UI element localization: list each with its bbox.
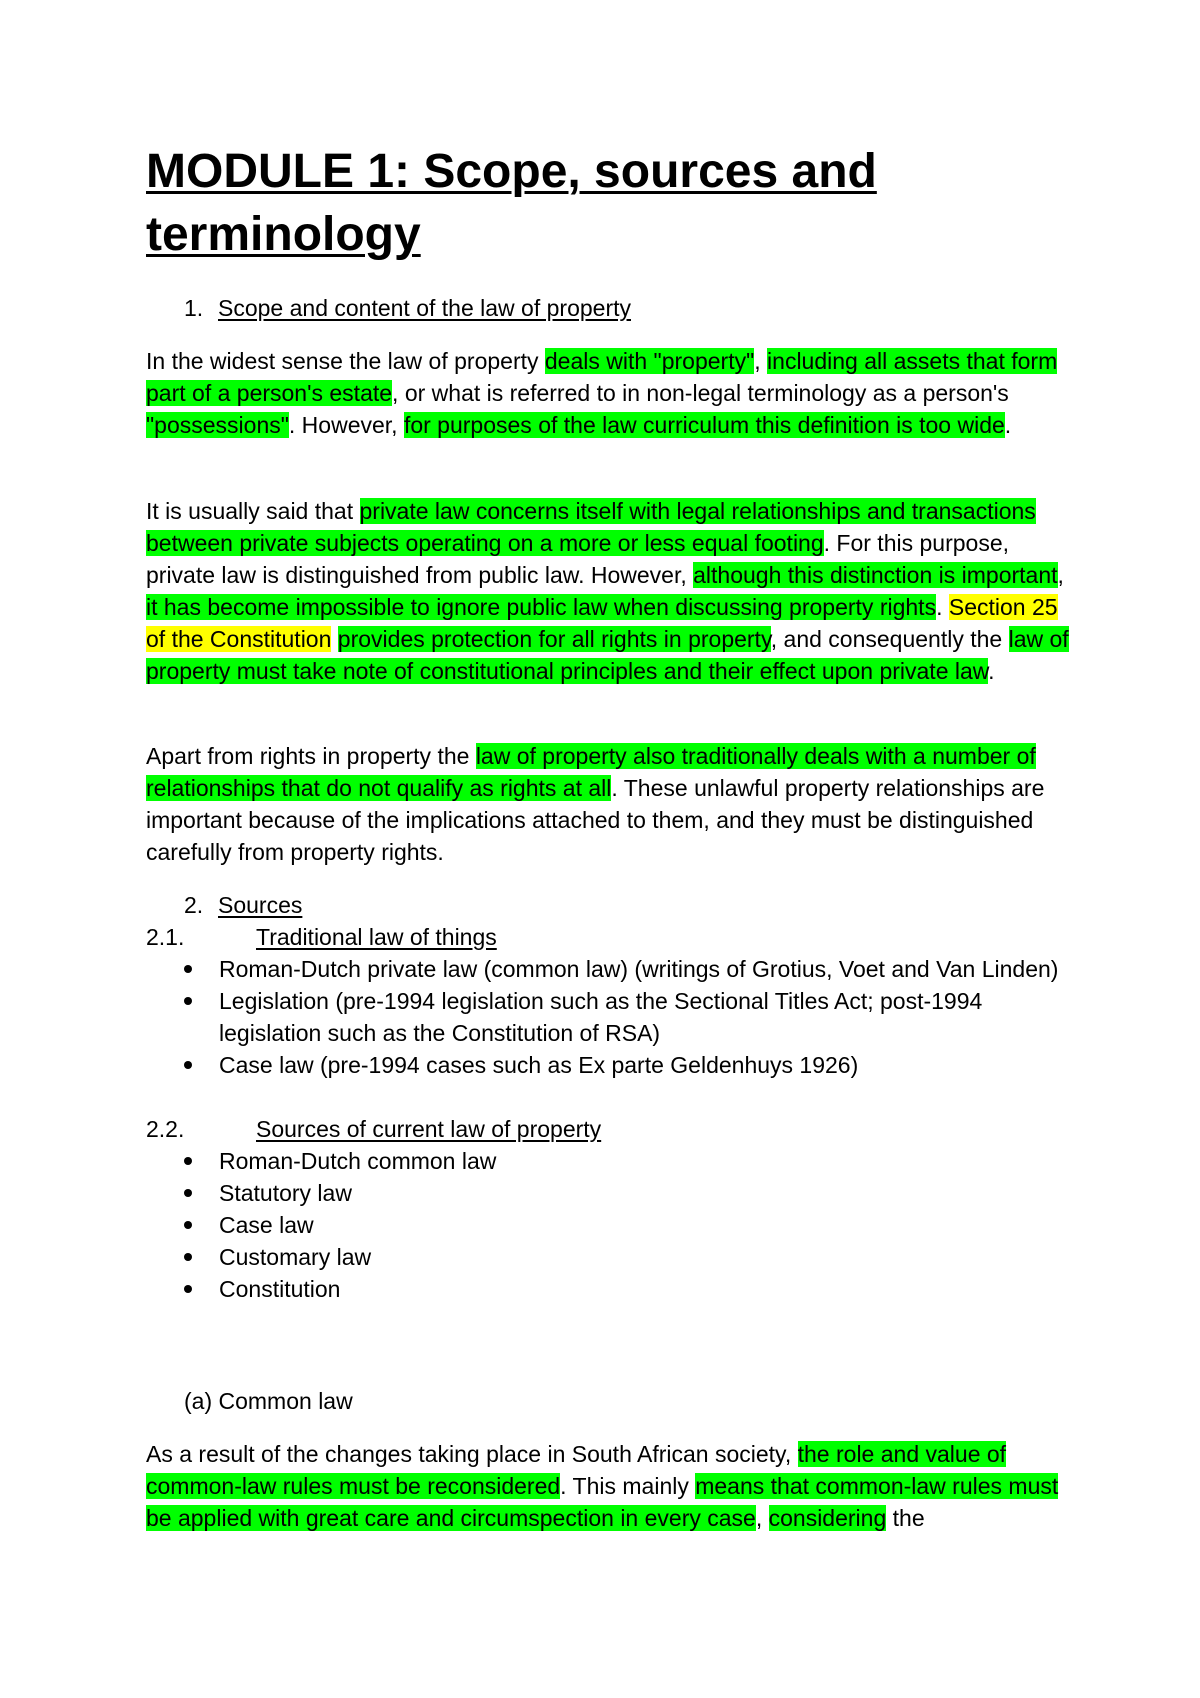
text-run: the bbox=[886, 1505, 925, 1531]
bullet-icon bbox=[184, 1221, 192, 1229]
list-item bbox=[146, 1241, 1076, 1273]
text-run bbox=[331, 626, 337, 652]
list-item-text: Legislation (pre-1994 legislation such as the Sectional Titles Act; post-1994 legislation such as the Constitution of RSA) bbox=[219, 988, 983, 1046]
highlighted-text: including all assets that form part of a person's estate bbox=[146, 348, 1058, 406]
section-heading-sources bbox=[184, 889, 302, 921]
list-item bbox=[146, 953, 1076, 985]
subsection-heading-current bbox=[146, 1113, 601, 1145]
section-number: 2. bbox=[184, 892, 204, 918]
bullet-list-traditional-sources bbox=[146, 953, 1076, 1081]
list-item-text: Statutory law bbox=[219, 1180, 352, 1206]
text-run: , or what is referred to in non-legal terminology as a person's bbox=[392, 380, 1009, 406]
highlighted-text: means that common-law rules must be applied with great care and circumspection in every case bbox=[146, 1473, 1059, 1531]
highlighted-text: law of property must take note of constitutional principles and their effect upon private law bbox=[146, 626, 1069, 684]
list-item-text: Case law (pre-1994 cases such as Ex parte Geldenhuys 1926) bbox=[219, 1052, 859, 1078]
list-item-text: Customary law bbox=[219, 1244, 372, 1270]
list-item bbox=[146, 1209, 1076, 1241]
highlighted-text: private law concerns itself with legal relationships and transactions between private subjects operating on a more or less equal footing bbox=[146, 498, 1036, 556]
text-run: , bbox=[1057, 562, 1064, 588]
highlighted-text: deals with "property" bbox=[544, 348, 755, 374]
text-run: , bbox=[754, 348, 768, 374]
list-item-text: Roman-Dutch private law (common law) (writings of Grotius, Voet and Van Linden) bbox=[219, 956, 1059, 982]
paragraph-unlawful-relationships bbox=[146, 740, 1076, 868]
list-item-text: Constitution bbox=[219, 1276, 341, 1302]
page-title: MODULE 1: Scope, sources and terminology bbox=[146, 145, 877, 261]
list-item-text: Roman-Dutch common law bbox=[219, 1148, 497, 1174]
highlighted-text: the role and value of common-law rules must be reconsidered bbox=[146, 1441, 1007, 1499]
text-run: . However, bbox=[288, 412, 404, 438]
highlighted-text: provides protection for all rights in property bbox=[337, 626, 771, 652]
subheading-common-law: (a) Common law bbox=[184, 1388, 353, 1414]
bullet-icon bbox=[184, 1253, 192, 1261]
text-run: In the widest sense the law of property bbox=[146, 348, 545, 374]
bullet-icon bbox=[184, 1189, 192, 1197]
paragraph-scope-definition bbox=[146, 345, 1076, 441]
list-item bbox=[146, 985, 1076, 1049]
text-run: . This mainly bbox=[560, 1473, 696, 1499]
bullet-icon bbox=[184, 1285, 192, 1293]
text-run: . bbox=[1004, 412, 1012, 438]
bullet-icon bbox=[184, 965, 192, 973]
text-run: . For this purpose, private law is distinguished from public law. However, bbox=[146, 530, 1009, 588]
text-run: It is usually said that bbox=[146, 498, 360, 524]
subsection-label: Traditional law of things bbox=[256, 924, 497, 950]
paragraph-private-law bbox=[146, 495, 1076, 687]
list-item bbox=[146, 1273, 1076, 1305]
section-number: 1. bbox=[184, 295, 204, 321]
highlighted-text: it has become impossible to ignore public law when discussing property rights bbox=[146, 594, 937, 620]
list-item bbox=[146, 1145, 1076, 1177]
bullet-icon bbox=[184, 1157, 192, 1165]
text-run: . bbox=[936, 594, 949, 620]
text-run: , bbox=[755, 1505, 769, 1531]
text-run: Apart from rights in property the bbox=[146, 743, 476, 769]
subsection-heading-traditional bbox=[146, 921, 497, 953]
bullet-icon bbox=[184, 997, 192, 1005]
section-label: Sources bbox=[218, 892, 303, 918]
paragraph-common-law bbox=[146, 1438, 1076, 1534]
highlighted-text: although this distinction is important bbox=[693, 562, 1058, 588]
highlighted-text-yellow: Section 25 of the Constitution bbox=[146, 594, 1058, 652]
highlighted-text: law of property also traditionally deals with a number of relationships that do not qualify as rights at all bbox=[146, 743, 1036, 801]
list-item bbox=[146, 1177, 1076, 1209]
list-item-text: Case law bbox=[219, 1212, 314, 1238]
section-label: Scope and content of the law of property bbox=[218, 295, 631, 321]
section-heading-scope bbox=[184, 292, 631, 324]
text-run: . These unlawful property relationships are important because of the implications attached to them, and they must be distinguished carefully from property rights. bbox=[146, 775, 1045, 865]
text-run: As a result of the changes taking place in South African society, bbox=[146, 1441, 798, 1467]
bullet-list-current-sources bbox=[146, 1145, 1076, 1305]
text-run: , and consequently the bbox=[770, 626, 1009, 652]
text-run: . bbox=[988, 658, 995, 684]
bullet-icon bbox=[184, 1061, 192, 1069]
highlighted-text: "possessions" bbox=[146, 412, 289, 438]
list-item bbox=[146, 1049, 1076, 1081]
highlighted-text: for purposes of the law curriculum this definition is too wide bbox=[403, 412, 1005, 438]
subsection-number: 2.1. bbox=[146, 924, 185, 950]
subsection-number: 2.2. bbox=[146, 1116, 185, 1142]
subsection-label: Sources of current law of property bbox=[256, 1116, 602, 1142]
highlighted-text: considering bbox=[768, 1505, 887, 1531]
